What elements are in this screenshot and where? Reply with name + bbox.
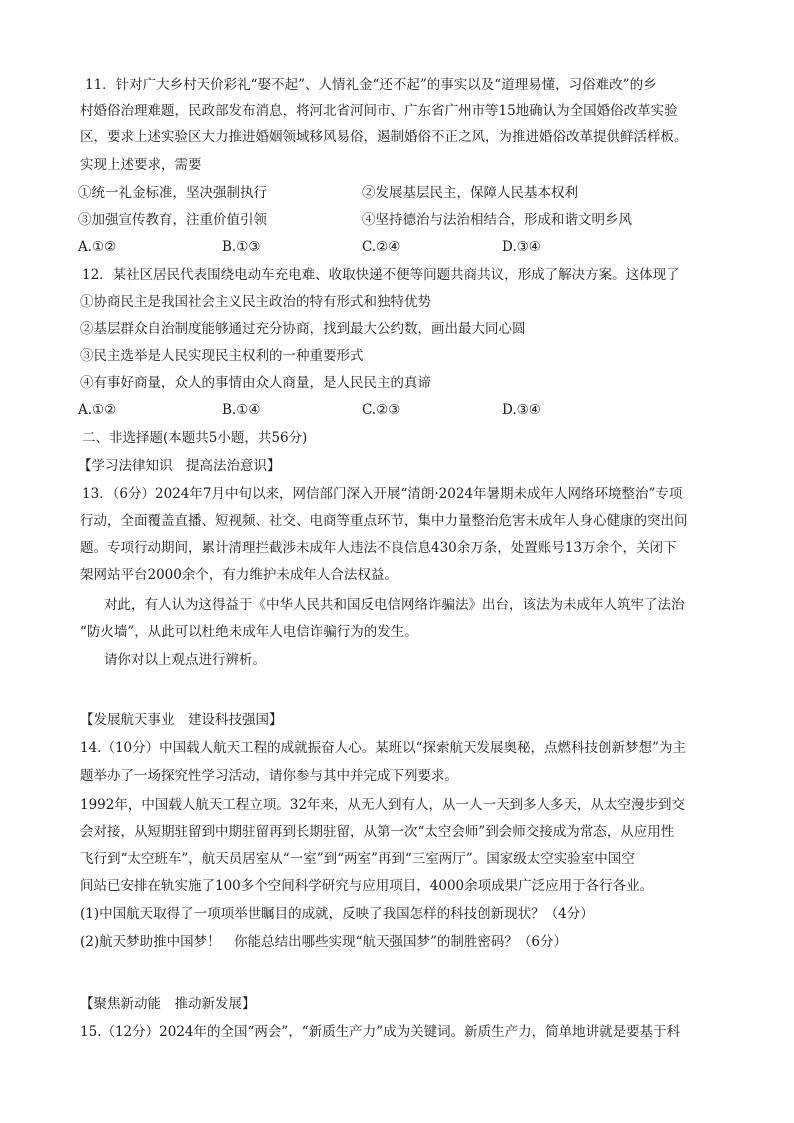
q14-line-4: 会对接，从短期驻留到中期驻留再到长期驻留，从第一次“太空会师”到会师交接成为常态，从应用性 bbox=[80, 824, 675, 840]
q12-option-b: B.①④ bbox=[222, 402, 261, 418]
q13-line-6: “防火墙”，从此可以杜绝未成年人电信诈骗行为的发生。 bbox=[80, 624, 418, 640]
q12-option-d: D.③④ bbox=[502, 402, 541, 418]
q12-statement-3: ③民主选举是人民实现民主权利的一种重要形式 bbox=[80, 348, 364, 364]
q11-option-b: B.①③ bbox=[222, 239, 261, 255]
q13-line-1: 13．（6分）2024年7月中旬以来，网信部门深入开展“清朗·2024年暑期未成年人网络环境整治”专项 bbox=[82, 486, 683, 502]
q14-line-6: 间站已安排在轨实施了100多个空间科学研究与应用项目，4000余项成果广泛应用于各行各业。 bbox=[80, 878, 654, 894]
q12-statement-1: ①协商民主是我国社会主义民主政治的特有形式和独特优势 bbox=[80, 294, 431, 310]
q14-line-3: 1992年，中国载人航天工程立项。32年来，从无人到有人，从一人一天到多人多天，从太空漫步到交 bbox=[80, 797, 686, 813]
q13-line-7: 请你对以上观点进行辨析。 bbox=[104, 652, 266, 668]
q13-topic: 【学习法律知识 提高法治意识】 bbox=[78, 458, 281, 474]
q11-option-d: D.③④ bbox=[502, 239, 541, 255]
q11-statement-4: ④坚持德治与法治相结合，形成和谐文明乡风 bbox=[362, 212, 632, 228]
q11-line-1: 11．针对广大乡村天价彩礼“娶不起”、人情礼金“还不起”的事实以及“道理易懂，习俗难改”的乡 bbox=[85, 77, 657, 93]
q11-line-3: 区，要求上述实验区大力推进婚姻领域移风易俗，遏制婚俗不正之风，为推进婚俗改革提供鲜活样板。 bbox=[80, 129, 688, 145]
q14-line-5: 飞行到“太空班车”，航天员居室从“一室”到“两室”再到“三室两厅”。国家级太空实验室中国空 bbox=[80, 851, 635, 867]
q12-option-a: A.①② bbox=[78, 402, 117, 418]
q14-subquestion-2: (2)航天梦助推中国梦！ 你能总结出哪些实现“航天强国梦”的制胜密码？（6分） bbox=[80, 934, 568, 950]
q15-line-1: 15.（12分）2024年的全国“两会”，“新质生产力”成为关键词。新质生产力，简单地讲就是要基于科 bbox=[80, 1024, 681, 1040]
q12-statement-4: ④有事好商量，众人的事情由众人商量，是人民民主的真谛 bbox=[80, 375, 431, 391]
q14-topic: 【发展航天事业 建设科技强国】 bbox=[80, 712, 283, 728]
q12-option-c: C.②③ bbox=[362, 402, 401, 418]
q14-subquestion-1: (1)中国航天取得了一项项举世瞩目的成就，反映了我国怎样的科技创新现状？（4分） bbox=[80, 906, 594, 922]
q11-statement-2: ②发展基层民主，保障人民基本权利 bbox=[362, 185, 578, 201]
q11-line-4: 实现上述要求，需要 bbox=[80, 157, 202, 173]
q13-line-2: 行动，全面覆盖直播、短视频、社交、电商等重点环节，集中力量整治危害未成年人身心健康的突出问 bbox=[80, 513, 688, 529]
section-2-heading: 二、非选择题(本题共5小题，共56分) bbox=[82, 430, 308, 446]
q14-line-1: 14.（10分）中国载人航天工程的成就振奋人心。某班以“探索航天发展奥秘，点燃科技创新梦想”为主 bbox=[80, 740, 686, 756]
q11-option-c: C.②④ bbox=[362, 239, 401, 255]
q11-line-2: 村婚俗治理难题，民政部发布消息，将河北省河间市、广东省广州市等15地确认为全国婚俗改革实验 bbox=[80, 103, 678, 119]
q12-stem: 12．某社区居民代表围绕电动车充电难、收取快递不便等问题共商共议，形成了解决方案。这体现了 bbox=[82, 267, 680, 283]
q14-line-2: 题举办了一场探究性学习活动，请你参与其中并完成下列要求。 bbox=[80, 768, 458, 784]
q15-topic: 【聚焦新动能 推动新发展】 bbox=[80, 996, 256, 1012]
q13-line-5: 对此，有人认为这得益于《中华人民共和国反电信网络诈骗法》出台，该法为未成年人筑牢了法治 bbox=[104, 597, 685, 613]
q11-option-a: A.①② bbox=[78, 239, 117, 255]
q12-statement-2: ②基层群众自治制度能够通过充分协商，找到最大公约数，画出最大同心圆 bbox=[80, 321, 526, 337]
q11-statement-3: ③加强宣传教育，注重价值引领 bbox=[78, 212, 267, 228]
q13-line-3: 题。专项行动期间，累计清理拦截涉未成年人违法不良信息430余万条，处置账号13万余个，关闭下 bbox=[80, 540, 677, 556]
q13-line-4: 架网站平台2000余个，有力维护未成年人合法权益。 bbox=[80, 567, 398, 583]
q11-statement-1: ①统一礼金标准，坚决强制执行 bbox=[78, 185, 267, 201]
